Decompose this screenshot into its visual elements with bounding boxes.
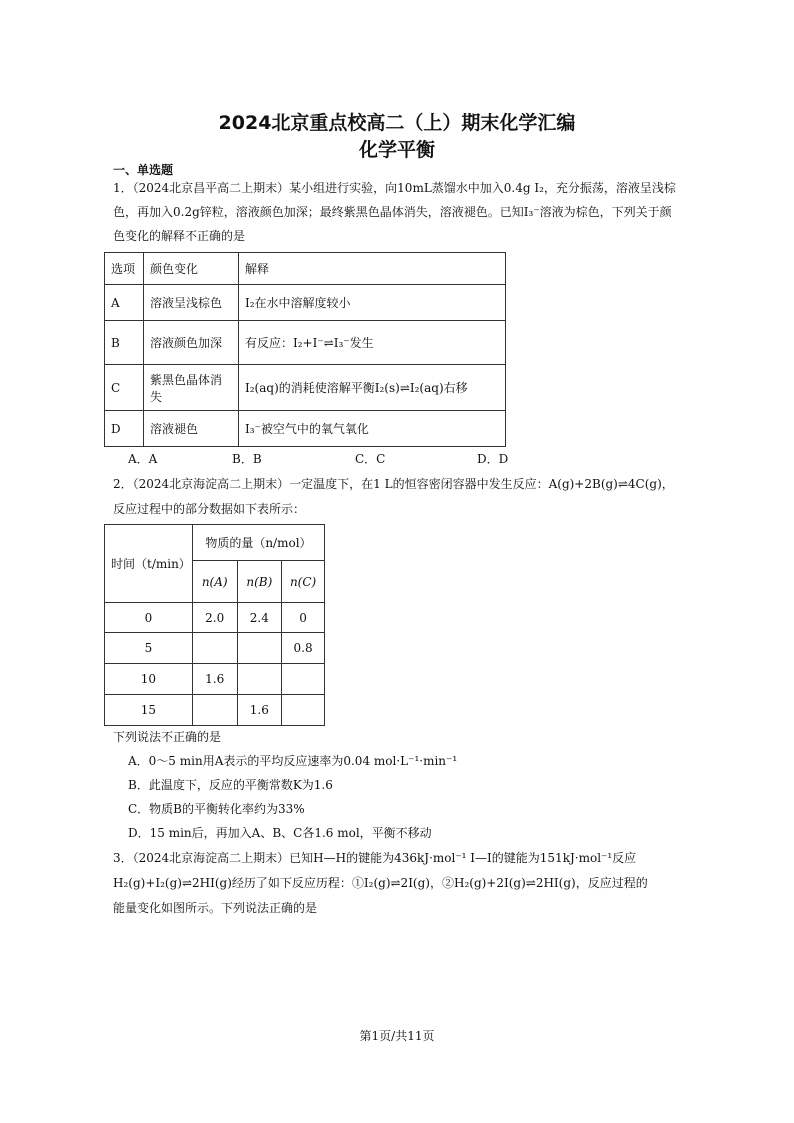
table-cell: [192, 633, 237, 664]
table-cell: 2.4: [237, 603, 282, 633]
q1-option-c: C．C: [355, 452, 386, 466]
table-cell: 5: [105, 633, 193, 664]
table-cell: I₂在水中溶解度较小: [239, 285, 506, 321]
table-row: [105, 664, 325, 695]
q2-option-b: B．此温度下，反应的平衡常数K为1.6: [128, 778, 333, 792]
q2-option-d: D．15 min后，再加入A、B、C各1.6 mol，平衡不移动: [128, 826, 432, 840]
q2-line2: 反应过程中的部分数据如下表所示：: [113, 502, 306, 516]
table-cell: 溶液颜色加深: [144, 321, 239, 365]
q2-option-a: A．0～5 min用A表示的平均反应速率为0.04 mol·L⁻¹·min⁻¹: [128, 754, 458, 768]
q2-th-amount: 物质的量（n/mol）: [192, 525, 324, 561]
page-footer: 第1页/共11页: [359, 1029, 435, 1043]
q2-table: [104, 524, 325, 726]
q1-th-option: 选项: [105, 253, 144, 285]
q1-option-a: A．A: [128, 452, 158, 466]
q3-line2: H₂(g)+I₂(g)⇌2HI(g)经历了如下反应历程：①I₂(g)⇌2I(g)，②H₂(g)+2I(g)⇌2HI(g)，反应过程的: [113, 876, 648, 890]
table-cell: 0: [282, 603, 325, 633]
table-cell: [282, 695, 325, 726]
table-row: [105, 411, 506, 447]
q1-line2: 色，再加入0.2g锌粒，溶液颜色加深；最终紫黑色晶体消失，溶液褪色。已知I₃⁻溶液为棕色，下列关于颜: [113, 205, 672, 219]
section-heading: 一、单选题: [113, 163, 174, 177]
table-row: [105, 633, 325, 664]
table-row: [105, 603, 325, 633]
q2-th-nb: n(B): [237, 561, 282, 603]
q1-option-d: D．D: [477, 452, 509, 466]
document-title: 2024北京重点校高二（上）期末化学汇编: [218, 112, 576, 134]
table-cell: [237, 664, 282, 695]
table-cell: B: [105, 321, 144, 365]
table-cell: 1.6: [192, 664, 237, 695]
table-row: [105, 365, 506, 411]
table-cell: 0.8: [282, 633, 325, 664]
table-cell: [237, 633, 282, 664]
table-cell: D: [105, 411, 144, 447]
table-row: [105, 695, 325, 726]
table-cell: 溶液褪色: [144, 411, 239, 447]
table-cell: 15: [105, 695, 193, 726]
table-cell: [282, 664, 325, 695]
document-subtitle: 化学平衡: [358, 139, 435, 161]
table-cell: I₂(aq)的消耗使溶解平衡I₂(s)⇌I₂(aq)右移: [239, 365, 506, 411]
table-row: [105, 285, 506, 321]
q2-th-nc: n(C): [282, 561, 325, 603]
table-cell: A: [105, 285, 144, 321]
q2-question: 下列说法不正确的是: [113, 730, 222, 744]
q1-option-b: B．B: [232, 452, 262, 466]
table-cell: I₃⁻被空气中的氧气氧化: [239, 411, 506, 447]
table-cell: 2.0: [192, 603, 237, 633]
table-cell: [192, 695, 237, 726]
q1-line3: 色变化的解释不正确的是: [113, 229, 246, 243]
q2-line1: 2．（2024北京海淀高二上期末）一定温度下，在1 L的恒容密闭容器中发生反应：A(g)+2B(g)⇌4C(g)，: [113, 477, 674, 491]
table-cell: 溶液呈浅棕色: [144, 285, 239, 321]
table-cell: 10: [105, 664, 193, 695]
table-cell: C: [105, 365, 144, 411]
q2-th-na: n(A): [192, 561, 237, 603]
table-cell: 紫黑色晶体消失: [144, 365, 239, 411]
q2-th-time: 时间（t/min）: [105, 525, 193, 603]
q2-option-c: C．物质B的平衡转化率约为33%: [128, 802, 305, 816]
q3-line1: 3．（2024北京海淀高二上期末）已知H—H的键能为436kJ·mol⁻¹ I—I的键能为151kJ·mol⁻¹反应: [113, 851, 637, 865]
q1-th-color: 颜色变化: [144, 253, 239, 285]
table-cell: 1.6: [237, 695, 282, 726]
table-cell: 0: [105, 603, 193, 633]
q1-line1: 1．（2024北京昌平高二上期末）某小组进行实验，向10mL蒸馏水中加入0.4g I₂，充分振荡，溶液呈浅棕: [113, 181, 676, 195]
q1-th-explain: 解释: [239, 253, 506, 285]
table-row: [105, 321, 506, 365]
q3-line3: 能量变化如图所示。下列说法正确的是: [113, 901, 318, 915]
table-cell: 有反应：I₂+I⁻⇌I₃⁻发生: [239, 321, 506, 365]
q1-table: [104, 252, 506, 447]
